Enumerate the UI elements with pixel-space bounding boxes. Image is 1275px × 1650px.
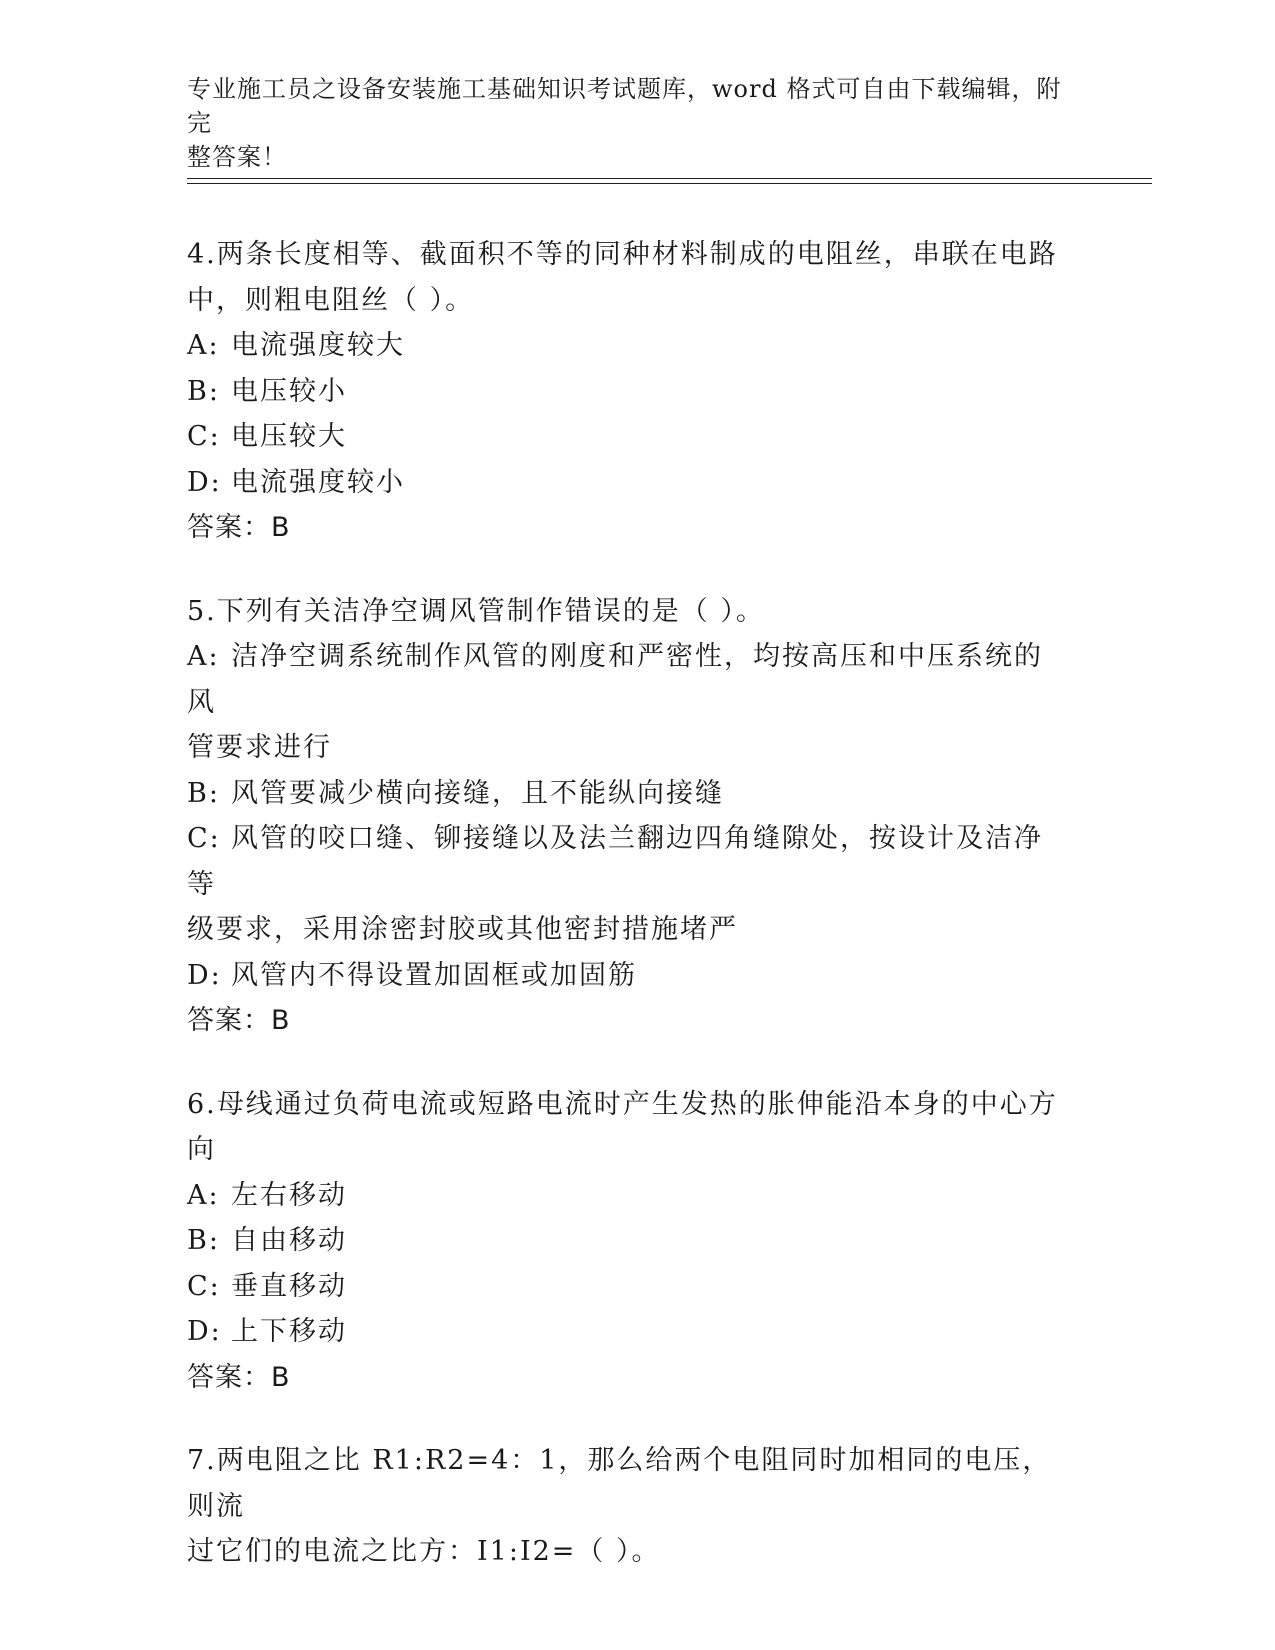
option-key: A: [187,1179,220,1211]
header-line-1: 专业施工员之设备安装施工基础知识考试题库，word 格式可自由下载编辑，附完 [187,75,1062,137]
question-stem-line: 4.两条长度相等、截面积不等的同种材料制成的电阻丝，串联在电路 [187,239,1058,270]
header-divider-bottom [187,183,1152,184]
question-stem-line: 向 [187,1134,216,1165]
answer-option-line [187,907,1067,953]
option-key: C: [187,421,221,452]
answer-option-line [187,816,1067,907]
question-stem-line: 6.母线通过负荷电流或短路电流时产生发热的胀伸能沿本身的中心方 [187,1088,1058,1120]
option-key: A: [187,330,220,361]
question-stem-line: 7.两电阻之比 R1:R2=4：1，那么给两个电阻同时加相同的电压，则流 [187,1445,1052,1522]
option-text: 级要求，采用涂密封胶或其他密封措施堵严 [187,914,738,945]
option-key: D: [187,466,222,498]
answer-label: 答案：B [187,512,291,543]
answer-option-line [187,634,1067,725]
answer-option-line [187,460,1067,506]
option-text: 自由移动 [231,1225,347,1256]
option-text: 上下移动 [231,1316,347,1347]
answer-option-line [187,323,1067,369]
answer-label: 答案：B [187,1361,291,1393]
answer-label: 答案：B [187,1005,291,1036]
question-item [187,589,1067,1044]
option-key: D: [187,959,222,991]
question-stem-line: 中，则粗电阻丝（ ）。 [187,284,475,316]
answer-option-line [187,725,1067,771]
option-key: C: [187,823,221,854]
option-key: C: [187,1270,221,1302]
answer-option-line [187,414,1067,460]
option-key: B: [187,1225,220,1256]
option-text: 风管内不得设置加固框或加固筋 [231,959,637,991]
question-list [187,232,1067,1613]
option-key: B: [187,777,220,809]
option-text: 管要求进行 [187,732,332,763]
option-text: 左右移动 [231,1179,347,1211]
option-text: 电流强度较大 [231,330,405,361]
answer-option-line [187,953,1067,999]
option-text: 风管要减少横向接缝，且不能纵向接缝 [231,777,724,809]
option-text: 电流强度较小 [231,466,405,498]
question-stem-line: 5.下列有关洁净空调风管制作错误的是（ ）。 [187,595,765,627]
question-item [187,1082,1067,1401]
answer-option-line [187,1173,1067,1219]
option-text: 垂直移动 [231,1270,347,1302]
option-key: B: [187,375,220,407]
answer-option-line [187,1218,1067,1264]
question-item [187,232,1067,551]
answer-option-line [187,369,1067,415]
answer-option-line [187,1309,1067,1355]
header-divider-top [187,178,1152,179]
option-text: 洁净空调系统制作风管的刚度和严密性，均按高压和中压系统的风 [187,641,1043,718]
question-stem-line: 过它们的电流之比方：I1:I2=（ ）。 [187,1536,661,1567]
document-header [187,72,1067,174]
header-line-2: 整答案！ [187,143,287,171]
question-item [187,1438,1067,1575]
option-key: D: [187,1316,222,1347]
answer-option-line [187,771,1067,817]
option-key: A: [187,641,220,672]
option-text: 风管的咬口缝、铆接缝以及法兰翻边四角缝隙处，按设计及洁净等 [187,823,1043,900]
option-text: 电压较大 [231,421,347,452]
option-text: 电压较小 [231,375,347,407]
answer-option-line [187,1264,1067,1310]
